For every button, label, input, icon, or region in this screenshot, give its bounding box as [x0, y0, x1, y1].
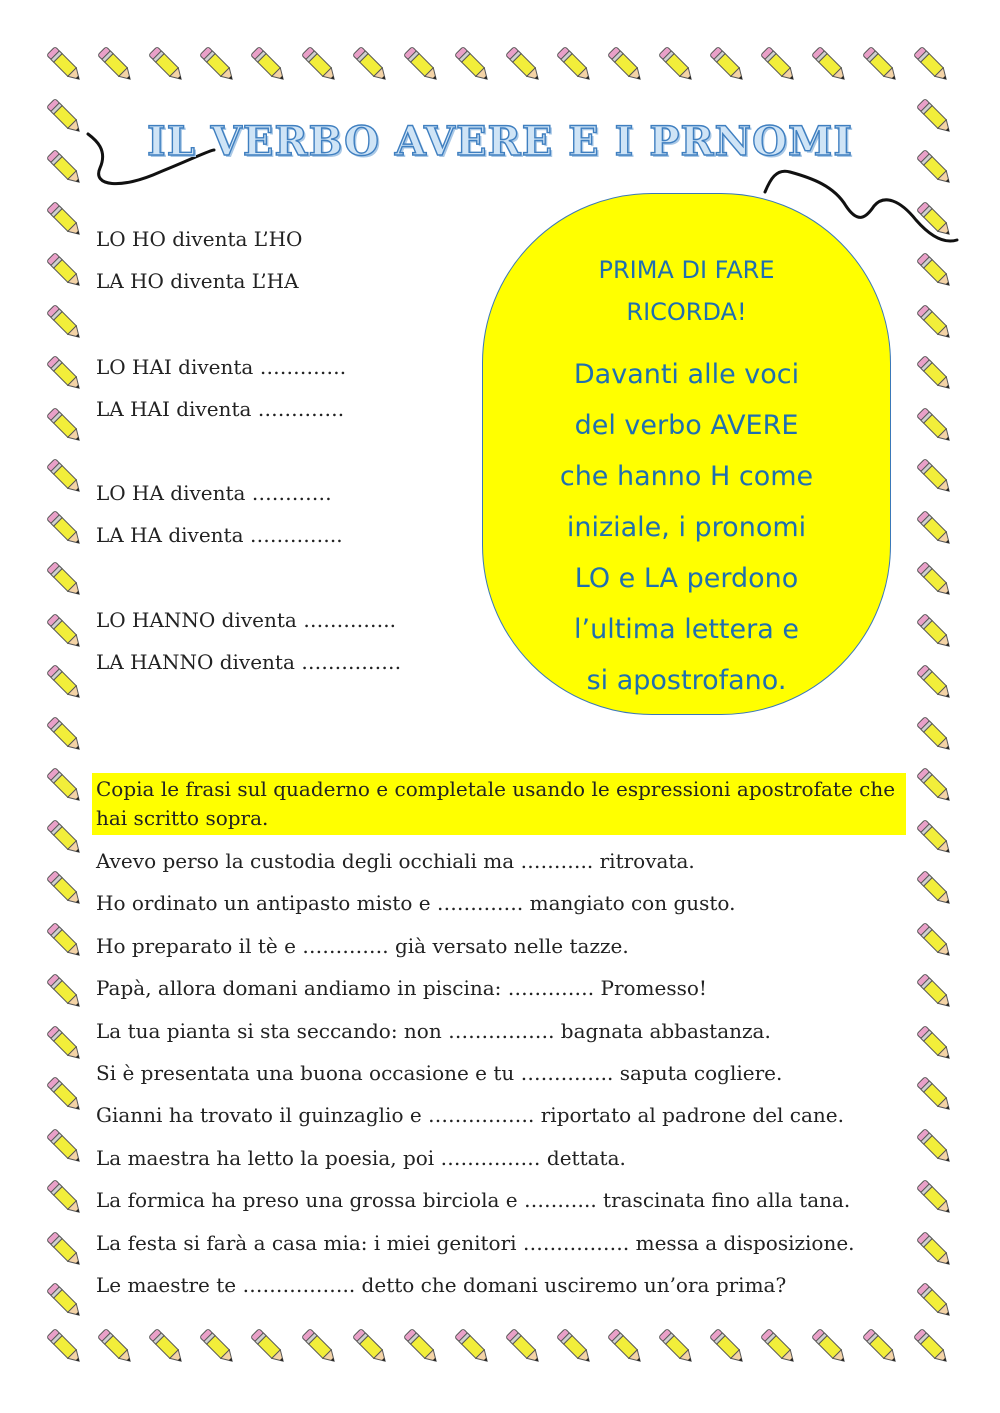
pencil-icon [910, 658, 960, 708]
pencil-icon [40, 864, 90, 914]
exercise-sentences [96, 840, 855, 1306]
reminder-heading [483, 249, 890, 333]
pair-line: LA HA diventa ………….. [96, 523, 343, 547]
pencil-icon [397, 1322, 447, 1372]
pencil-icon [40, 607, 90, 657]
pencil-icon [295, 1322, 345, 1372]
pair-line: LA HANNO diventa …………… [96, 650, 402, 674]
pencil-icon [910, 1276, 960, 1326]
pencil-icon [40, 1322, 90, 1372]
pencil-icon [910, 298, 960, 348]
pencil-icon [910, 761, 960, 811]
pencil-icon [40, 452, 90, 502]
exercise-sentence: Ho preparato il tè e …………. già versato nelle tazze. [96, 933, 629, 958]
pencil-icon [652, 1322, 702, 1372]
pencil-icon [550, 1322, 600, 1372]
pair-group-ha [96, 472, 343, 556]
pencil-icon [40, 349, 90, 399]
pair-group-hanno [96, 599, 401, 683]
pair-line: LO HAI diventa …………. [96, 355, 347, 379]
reminder-line: si apostrofano. [586, 665, 787, 696]
pencil-icon [40, 967, 90, 1017]
pencil-icon [40, 1173, 90, 1223]
pair-line: LA HAI diventa …………. [96, 397, 345, 421]
pencil-icon [244, 1322, 294, 1372]
pencil-icon [910, 1019, 960, 1069]
pencil-icon [40, 555, 90, 605]
pencil-icon [910, 452, 960, 502]
pencil-icon [910, 710, 960, 760]
pencil-icon [40, 1019, 90, 1069]
exercise-instruction: Copia le frasi sul quaderno e completale usando le espressioni apostrofate che hai scritto sopra. [92, 773, 906, 835]
pencil-icon [40, 298, 90, 348]
pencil-icon [91, 1322, 141, 1372]
pencil-icon [346, 1322, 396, 1372]
pencil-icon [193, 1322, 243, 1372]
pencil-icon [910, 967, 960, 1017]
pencil-icon [601, 1322, 651, 1372]
pencil-icon [40, 504, 90, 554]
exercise-sentence: Le maestre te …………….. detto che domani usciremo un’ora prima? [96, 1273, 787, 1298]
exercise-sentence: La formica ha preso una grossa birciola e ……….. trascinata fino alla tana. [96, 1188, 851, 1213]
pencil-icon [910, 864, 960, 914]
pencil-icon [910, 401, 960, 451]
reminder-bubble [482, 193, 891, 715]
exercise-sentence: La maestra ha letto la poesia, poi …………… dettata. [96, 1145, 626, 1170]
pencil-icon [40, 401, 90, 451]
pencil-icon [910, 1122, 960, 1172]
pencil-icon [910, 504, 960, 554]
exercise-sentence: La festa si farà a casa mia: i miei genitori ……………. messa a disposizione. [96, 1230, 855, 1255]
pair-group-ho [96, 218, 302, 302]
pencil-icon [40, 1122, 90, 1172]
pencil-icon [856, 1322, 906, 1372]
pencil-icon [910, 813, 960, 863]
pencil-icon [910, 349, 960, 399]
pencil-icon [40, 916, 90, 966]
pencil-icon [40, 1070, 90, 1120]
pencil-icon [448, 1322, 498, 1372]
pair-group-hai [96, 346, 346, 430]
reminder-line: LO e LA perdono [574, 563, 799, 594]
pencil-icon [805, 1322, 855, 1372]
exercise-sentence: Gianni ha trovato il guinzaglio e ……………. riportato al padrone del cane. [96, 1103, 844, 1128]
pencil-icon [754, 1322, 804, 1372]
exercise-sentence: Papà, allora domani andiamo in piscina: …………. Promesso! [96, 976, 707, 1001]
pencil-icon [910, 1225, 960, 1275]
reminder-heading-line: RICORDA! [626, 298, 747, 326]
pencil-icon [40, 1225, 90, 1275]
pencil-icon [907, 1322, 957, 1372]
reminder-line: iniziale, i pronomi [566, 512, 807, 543]
pencil-icon [40, 813, 90, 863]
reminder-line: l’ultima lettera e [574, 614, 799, 645]
pair-line: LA HO diventa L’HA [96, 269, 299, 293]
pencil-icon [40, 710, 90, 760]
pencil-icon [40, 1276, 90, 1326]
page-title: IL VERBO AVERE E I PRNOMI [147, 118, 853, 165]
pair-line: LO HANNO diventa ………….. [96, 608, 396, 632]
pencil-icon [910, 555, 960, 605]
exercise-sentence: Si è presentata una buona occasione e tu ………….. saputa cogliere. [96, 1061, 783, 1086]
reminder-line: del verbo AVERE [574, 410, 799, 441]
pencil-icon [910, 916, 960, 966]
reminder-heading-line: PRIMA DI FARE [598, 256, 775, 284]
exercise-sentence: Avevo perso la custodia degli occhiali ma ……….. ritrovata. [96, 849, 695, 873]
pencil-icon [142, 1322, 192, 1372]
pencil-icon [40, 761, 90, 811]
reminder-line: Davanti alle voci [573, 359, 800, 390]
pencil-icon [499, 1322, 549, 1372]
pair-line: LO HA diventa ………… [96, 481, 332, 505]
reminder-line: che hanno H come [559, 461, 814, 492]
exercise-sentence: Ho ordinato un antipasto misto e …………. mangiato con gusto. [96, 891, 736, 916]
pencil-icon [910, 1173, 960, 1223]
reminder-body [483, 349, 890, 706]
pencil-icon [40, 658, 90, 708]
exercise-sentence: La tua pianta si sta seccando: non ……………. bagnata abbastanza. [96, 1018, 771, 1043]
pencil-icon [910, 1070, 960, 1120]
pair-line: LO HO diventa L’HO [96, 227, 303, 251]
pencil-icon [910, 607, 960, 657]
pencil-icon [703, 1322, 753, 1372]
